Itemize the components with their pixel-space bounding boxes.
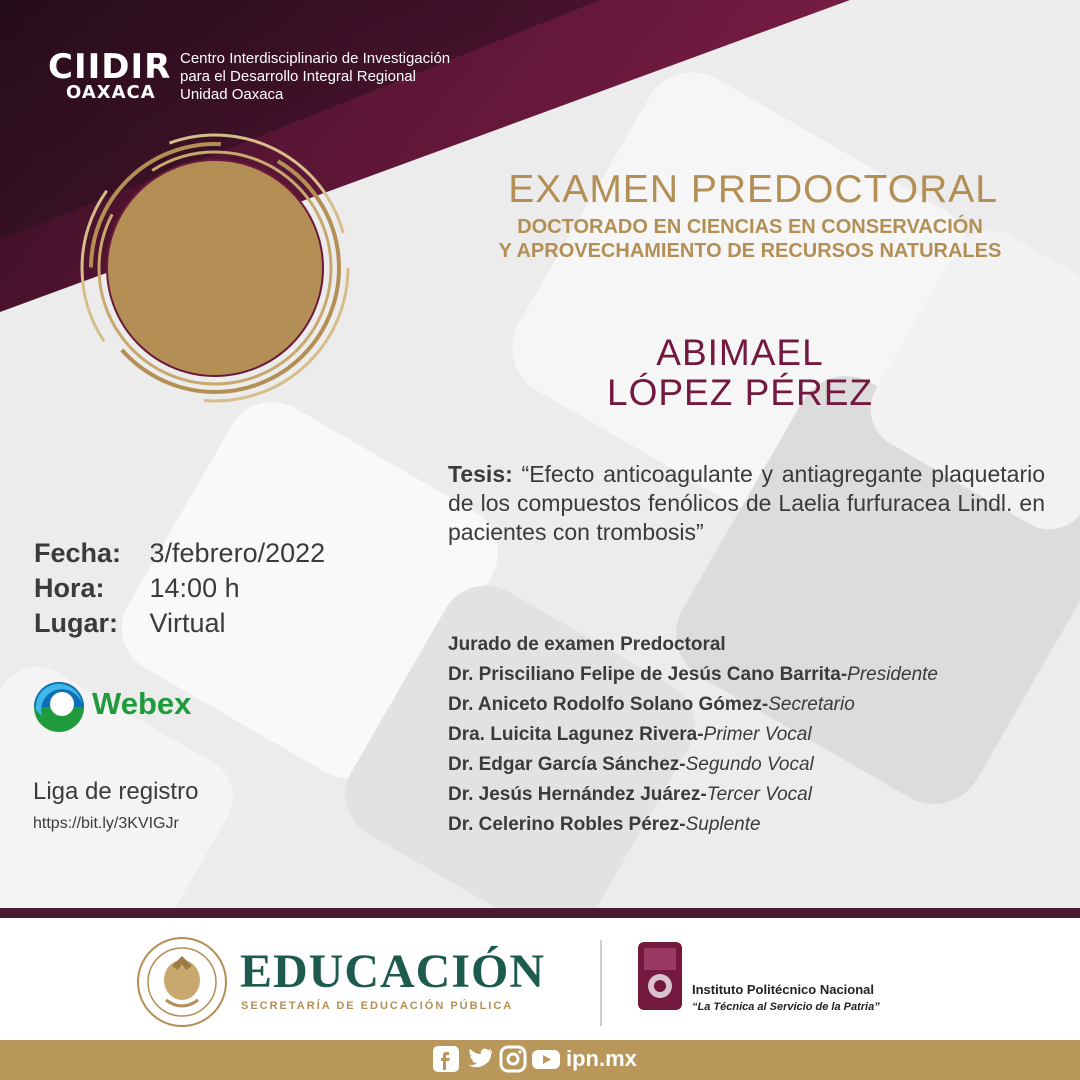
- center-name: [180, 50, 450, 104]
- ciidir-logo-text: CIIDIR: [48, 47, 172, 87]
- education-title: EDUCACIÓN: [240, 945, 546, 998]
- facebook-icon[interactable]: [432, 1045, 460, 1078]
- jury-member-role: Tercer Vocal: [706, 784, 812, 805]
- jury-member: Dr. Edgar García Sánchez-Segundo Vocal: [448, 754, 814, 775]
- ipn-motto: “La Técnica al Servicio de la Patria”: [692, 1001, 880, 1013]
- footer-divider: [600, 940, 602, 1026]
- jury-member-name: Dr. Jesús Hernández Juárez: [448, 784, 701, 805]
- webex-icon: [32, 680, 86, 734]
- jury-member-name: Dr. Aniceto Rodolfo Solano Gómez: [448, 694, 762, 715]
- jury-member-name: Dra. Luicita Lagunez Rivera: [448, 724, 698, 745]
- program-line: DOCTORADO EN CIENCIAS EN CONSERVACIÓN: [517, 216, 983, 238]
- date-label: Fecha:: [34, 538, 122, 568]
- candidate-first-name: ABIMAEL: [656, 332, 824, 373]
- jury-member: Dr. Jesús Hernández Juárez-Tercer Vocal: [448, 784, 812, 805]
- youtube-icon[interactable]: [531, 1045, 561, 1078]
- time-label: Hora:: [34, 573, 105, 603]
- center-name-line: para el Desarrollo Integral Regional: [180, 68, 416, 85]
- jury-list: [448, 630, 938, 840]
- webex-label: Webex: [92, 686, 192, 721]
- jury-member-name: Dr. Edgar García Sánchez: [448, 754, 680, 775]
- instagram-icon[interactable]: [499, 1045, 527, 1078]
- place-label: Lugar:: [34, 608, 118, 638]
- webex-logo: [32, 680, 192, 739]
- registration-label: Liga de registro: [33, 778, 199, 805]
- jury-member-role: Presidente: [847, 664, 938, 685]
- thesis: [448, 460, 1045, 547]
- candidate-name: [520, 333, 960, 413]
- registration-link[interactable]: https://bit.ly/3KVIGJr: [33, 815, 179, 832]
- jury-member: Dr. Aniceto Rodolfo Solano Gómez-Secretario: [448, 694, 855, 715]
- ipn-logo-icon: [636, 940, 684, 1012]
- jury-member-role: Segundo Vocal: [685, 754, 814, 775]
- date-row: [34, 536, 325, 571]
- jury-member-name: Dr. Celerino Robles Pérez: [448, 814, 680, 835]
- ipn-name: Instituto Politécnico Nacional: [692, 982, 875, 997]
- jury-member: Dr. Celerino Robles Pérez-Suplente: [448, 814, 761, 835]
- website-link[interactable]: ipn.mx: [566, 1046, 637, 1071]
- thesis-text: “Efecto anticoagulante y antiagregante plaquetario de los compuestos fenólicos de Laelia furfuracea Lindl. en pacientes con trombosis”: [448, 461, 1045, 545]
- time-value: 14:00 h: [149, 573, 240, 603]
- jury-title: Jurado de examen Predoctoral: [448, 634, 726, 655]
- education-subtitle: SECRETARÍA DE EDUCACIÓN PÚBLICA: [241, 1000, 514, 1012]
- place-row: [34, 606, 325, 641]
- date-value: 3/febrero/2022: [149, 538, 326, 568]
- jury-member-name: Dr. Prisciliano Felipe de Jesús Cano Barrita: [448, 664, 841, 685]
- center-name-line: Centro Interdisciplinario de Investigación: [180, 50, 451, 67]
- jury-member: Dra. Luicita Lagunez Rivera-Primer Vocal: [448, 724, 812, 745]
- time-row: [34, 571, 325, 606]
- jury-member: Dr. Prisciliano Felipe de Jesús Cano Barrita-Presidente: [448, 664, 938, 685]
- center-name-line: Unidad Oaxaca: [180, 86, 284, 103]
- thesis-label: Tesis:: [448, 461, 513, 487]
- ciidir-logo-subtext: OAXACA: [66, 82, 156, 103]
- program-name: [440, 215, 1060, 263]
- event-title: EXAMEN PREDOCTORAL: [508, 168, 998, 211]
- program-line: Y APROVECHAMIENTO DE RECURSOS NATURALES: [498, 240, 1002, 262]
- mexican-seal-icon: [136, 936, 228, 1028]
- jury-member-role: Suplente: [685, 814, 761, 835]
- jury-member-role: Primer Vocal: [703, 724, 812, 745]
- candidate-last-name: LÓPEZ PÉREZ: [607, 372, 873, 413]
- jury-member-role: Secretario: [768, 694, 855, 715]
- event-details: [34, 536, 325, 641]
- social-icons: [432, 1045, 561, 1075]
- twitter-icon[interactable]: [464, 1045, 494, 1078]
- place-value: Virtual: [149, 608, 226, 638]
- ciidir-logo: [48, 47, 172, 106]
